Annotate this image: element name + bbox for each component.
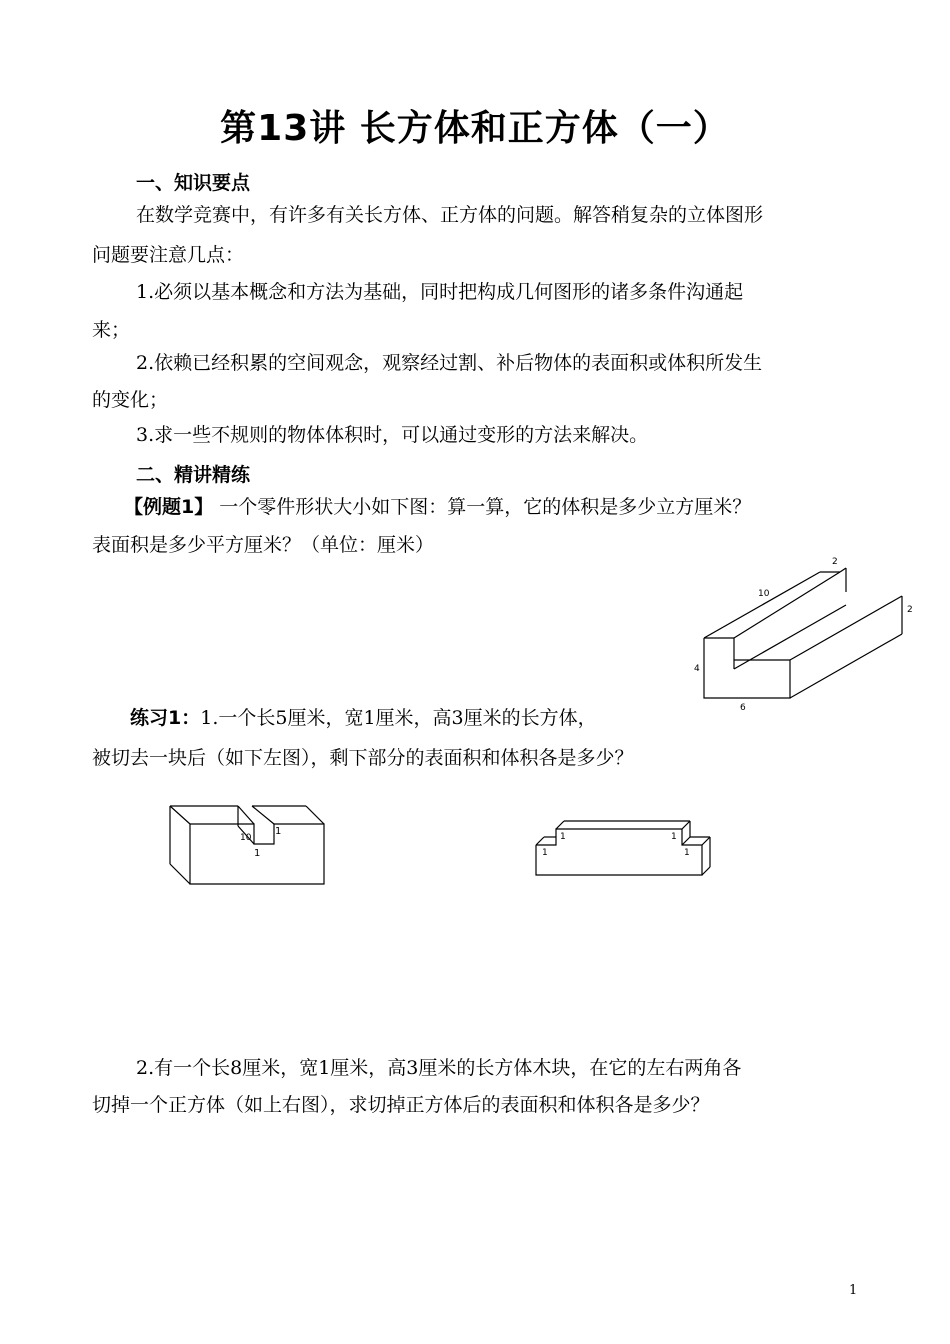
practice-2-line-2: 切掉一个正方体（如上右图），求切掉正方体后的表面积和体积各是多少？ <box>92 1094 710 1116</box>
fig1-label-right: 2 <box>907 605 913 615</box>
fig2-label-a: 1 <box>275 826 282 837</box>
fig3-label-bottom-right: 1 <box>684 848 690 858</box>
point-2-line-2: 的变化； <box>92 389 169 411</box>
fig1-label-left: 4 <box>694 664 700 674</box>
practice-1-left-figure <box>162 798 337 893</box>
fig1-label-depth: 10 <box>758 589 770 599</box>
fig1-label-bottom: 6 <box>740 703 746 712</box>
fig3-label-top-left: 1 <box>560 832 566 842</box>
section-heading-practice: 二、精讲精练 <box>136 464 251 486</box>
page-title: 第13讲 长方体和正方体（一） <box>220 108 730 149</box>
practice-1-label: 练习1： <box>130 707 201 729</box>
practice-1-text: 1.一个长5厘米，宽1厘米，高3厘米的长方体， <box>200 707 597 729</box>
point-1-line-1: 1.必须以基本概念和方法为基础，同时把构成几何图形的诸多条件沟通起 <box>136 281 744 303</box>
fig3-label-bottom-left: 1 <box>542 848 548 858</box>
example-1-line-1 <box>124 487 751 527</box>
intro-line-2: 问题要注意几点： <box>92 244 245 266</box>
practice-1-right-figure <box>530 815 720 883</box>
practice-1-line-2: 被切去一块后（如下左图），剩下部分的表面积和体积各是多少？ <box>92 747 634 769</box>
fig2-label-c: 1 <box>254 848 261 859</box>
point-3: 3.求一些不规则的物体体积时，可以通过变形的方法来解决。 <box>136 424 649 446</box>
example-1-text: 一个零件形状大小如下图：算一算，它的体积是多少立方厘米？ <box>213 496 752 518</box>
fig2-label-b: 10 <box>240 833 252 843</box>
example-1-line-2: 表面积是多少平方厘米？（单位：厘米） <box>92 534 435 556</box>
example-1-label: 【例题1】 <box>124 496 214 518</box>
example-1-figure <box>690 552 920 712</box>
fig3-label-top-right: 1 <box>671 832 677 842</box>
point-1-line-2: 来； <box>92 319 131 341</box>
practice-2-line-1: 2.有一个长8厘米，宽1厘米，高3厘米的长方体木块，在它的左右两角各 <box>136 1057 742 1079</box>
fig1-label-top: 2 <box>832 557 838 567</box>
page-number: 1 <box>849 1283 858 1298</box>
practice-1-line-1 <box>130 698 597 738</box>
section-heading-knowledge: 一、知识要点 <box>136 172 251 194</box>
point-2-line-1: 2.依赖已经积累的空间观念，观察经过割、补后物体的表面积或体积所发生 <box>136 352 763 374</box>
intro-line-1: 在数学竞赛中，有许多有关长方体、正方体的问题。解答稍复杂的立体图形 <box>136 204 764 226</box>
